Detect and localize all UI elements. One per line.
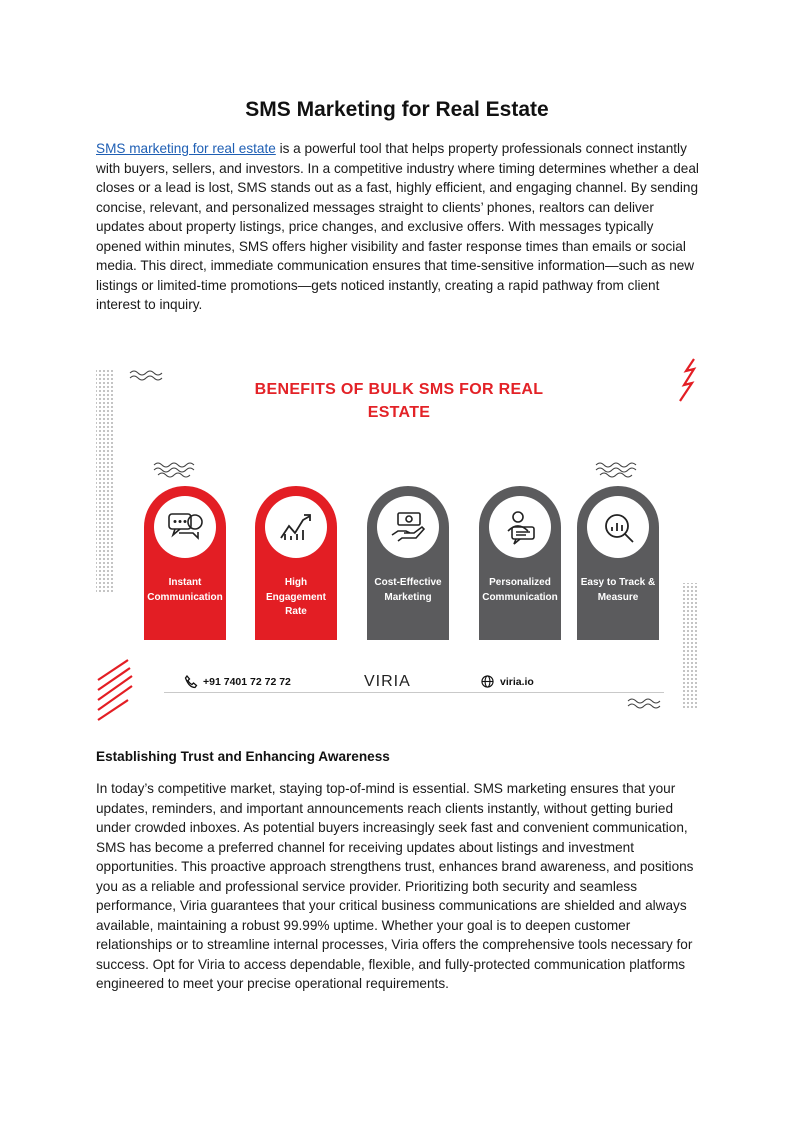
benefit-card-personalized <box>479 486 561 640</box>
dot-pattern-left <box>96 369 114 594</box>
benefit-label: Cost-Effective Marketing <box>374 577 442 603</box>
benefit-icon-holder <box>154 496 216 558</box>
dot-pattern-right <box>682 583 698 708</box>
benefit-card-instant-communication <box>144 486 226 640</box>
benefit-icon-holder <box>587 496 649 558</box>
benefit-card-track-measure <box>577 486 659 640</box>
sms-marketing-link[interactable]: SMS marketing for real estate <box>96 141 276 156</box>
phone-number: +91 7401 72 72 72 <box>203 676 291 688</box>
intro-paragraph <box>96 139 702 315</box>
chat-bubbles-icon <box>165 507 205 547</box>
website-contact <box>481 675 534 688</box>
page-title: SMS Marketing for Real Estate <box>245 98 549 121</box>
analytics-magnifier-icon <box>598 507 638 547</box>
viria-logo-mark <box>364 669 410 691</box>
benefit-label: High Engagement Rate <box>265 577 326 617</box>
benefit-icon-holder <box>265 496 327 558</box>
benefit-label: Personalized Communication <box>482 577 558 603</box>
benefit-label: Instant Communication <box>147 577 223 603</box>
trend-chart-icon <box>276 507 316 547</box>
intro-text: is a powerful tool that helps property professionals connect instantly with buyers, sellers, and investors. In a competitive industry where timing determines whether a deal closes or a lead is lost, SMS stands out as a fast, highly efficient, and engaging channel. By sending concise, relevant, and personalized messages straight to clients’ phones, realtors can deliver updates about property listings, price changes, and exclusive offers. With messages typically opened within minutes, SMS offers higher visibility and faster response times than emails or social media. This direct, immediate communication ensures that time-sensitive information—such as new listings or limited-time promotions—gets noticed instantly, creating a rapid pathway from client interest to inquiry. <box>96 141 699 312</box>
person-chat-icon <box>500 507 540 547</box>
phone-icon <box>184 675 198 689</box>
benefit-card-high-engagement <box>255 486 337 640</box>
infographic-title: BENEFITS OF BULK SMS FOR REAL ESTATE <box>254 381 544 421</box>
brand-name: VIRIA <box>364 673 410 690</box>
footer-divider <box>164 692 664 693</box>
benefit-icon-holder <box>489 496 551 558</box>
website-url[interactable]: viria.io <box>500 675 534 688</box>
benefit-card-cost-effective <box>367 486 449 640</box>
section-heading: Establishing Trust and Enhancing Awareness <box>96 749 390 764</box>
money-hand-icon <box>388 507 428 547</box>
section-paragraph: In today’s competitive market, staying top-of-mind is essential. SMS marketing ensures that your updates, reminders, and important announcements reach clients instantly, without getting buried under crowded inboxes. As potential buyers increasingly seek fast and convenient communication, SMS has become a preferred channel for receiving updates about listings and investment opportunities. This proactive approach strengthens trust, enhances brand awareness, and positions you as a reliable and professional service provider. Prioritizing both security and seamless performance, Viria guarantees that your critical business communications are shielded and always available, maintaining a robust 99.99% uptime. Whether your goal is to deepen customer relationships or to streamline internal processes, Viria offers the comprehensive tools necessary for success. Opt for Viria to access dependable, flexible, and fully-protected communication platforms engineered to meet your precise operational requirements. <box>96 781 694 991</box>
benefits-infographic <box>94 345 700 730</box>
benefit-label: Easy to Track & Measure <box>580 577 656 603</box>
globe-icon <box>481 675 494 688</box>
benefit-icon-holder <box>377 496 439 558</box>
phone-contact <box>184 675 291 689</box>
